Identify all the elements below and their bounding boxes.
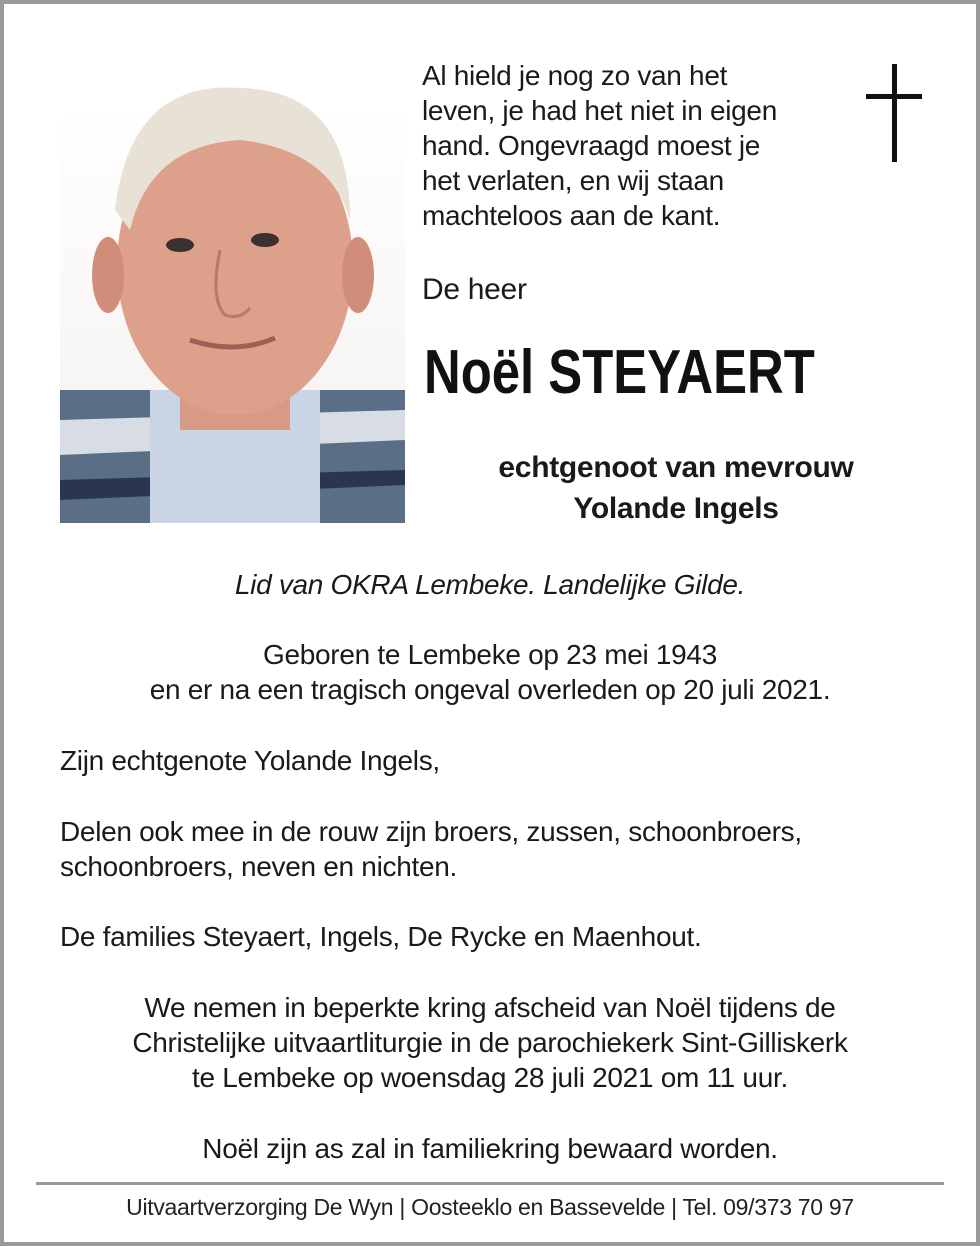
poem-line: Al hield je nog zo van het — [422, 60, 728, 91]
membership: Lid van OKRA Lembeke. Landelijke Gilde. — [234, 569, 746, 600]
family-line: schoonbroers, neven en nichten. — [60, 851, 457, 882]
cross-icon-bar — [866, 94, 922, 99]
families-line: De families Steyaert, Ingels, De Rycke en Maenhout. — [60, 921, 702, 952]
poem-line: leven, je had het niet in eigen — [422, 95, 777, 126]
death-line: en er na een tragisch ongeval overleden op 20 juli 2021. — [149, 674, 831, 705]
spouse-line: echtgenoot van mevrouw — [498, 451, 854, 484]
deceased-name: Noël STEYAERT — [424, 338, 815, 407]
poem-line: hand. Ongevraagd moest je — [422, 130, 761, 161]
birth-line: Geboren te Lembeke op 23 mei 1943 — [263, 639, 717, 670]
cross-icon — [892, 64, 897, 162]
poem-line: machteloos aan de kant. — [422, 200, 721, 231]
poem-line: het verlaten, en wij staan — [422, 165, 724, 196]
ceremony-line: Christelijke uitvaartliturgie in de parochiekerk Sint-Gilliskerk — [132, 1027, 848, 1058]
honorific: De heer — [422, 273, 527, 306]
family-line: Delen ook mee in de rouw zijn broers, zussen, schoonbroers, — [60, 816, 802, 847]
wife-line: Zijn echtgenote Yolande Ingels, — [60, 745, 440, 776]
ceremony-line: We nemen in beperkte kring afscheid van Noël tijdens de — [144, 992, 836, 1023]
divider — [36, 1182, 944, 1185]
ceremony-line: te Lembeke op woensdag 28 juli 2021 om 11 uur. — [192, 1062, 788, 1093]
portrait-photo — [60, 60, 405, 523]
spouse-name: Yolande Ingels — [573, 492, 779, 525]
ashes-line: Noël zijn as zal in familiekring bewaard worden. — [202, 1133, 778, 1164]
funeral-home-footer: Uitvaartverzorging De Wyn | Oosteeklo en Bassevelde | Tel. 09/373 70 97 — [126, 1194, 854, 1220]
